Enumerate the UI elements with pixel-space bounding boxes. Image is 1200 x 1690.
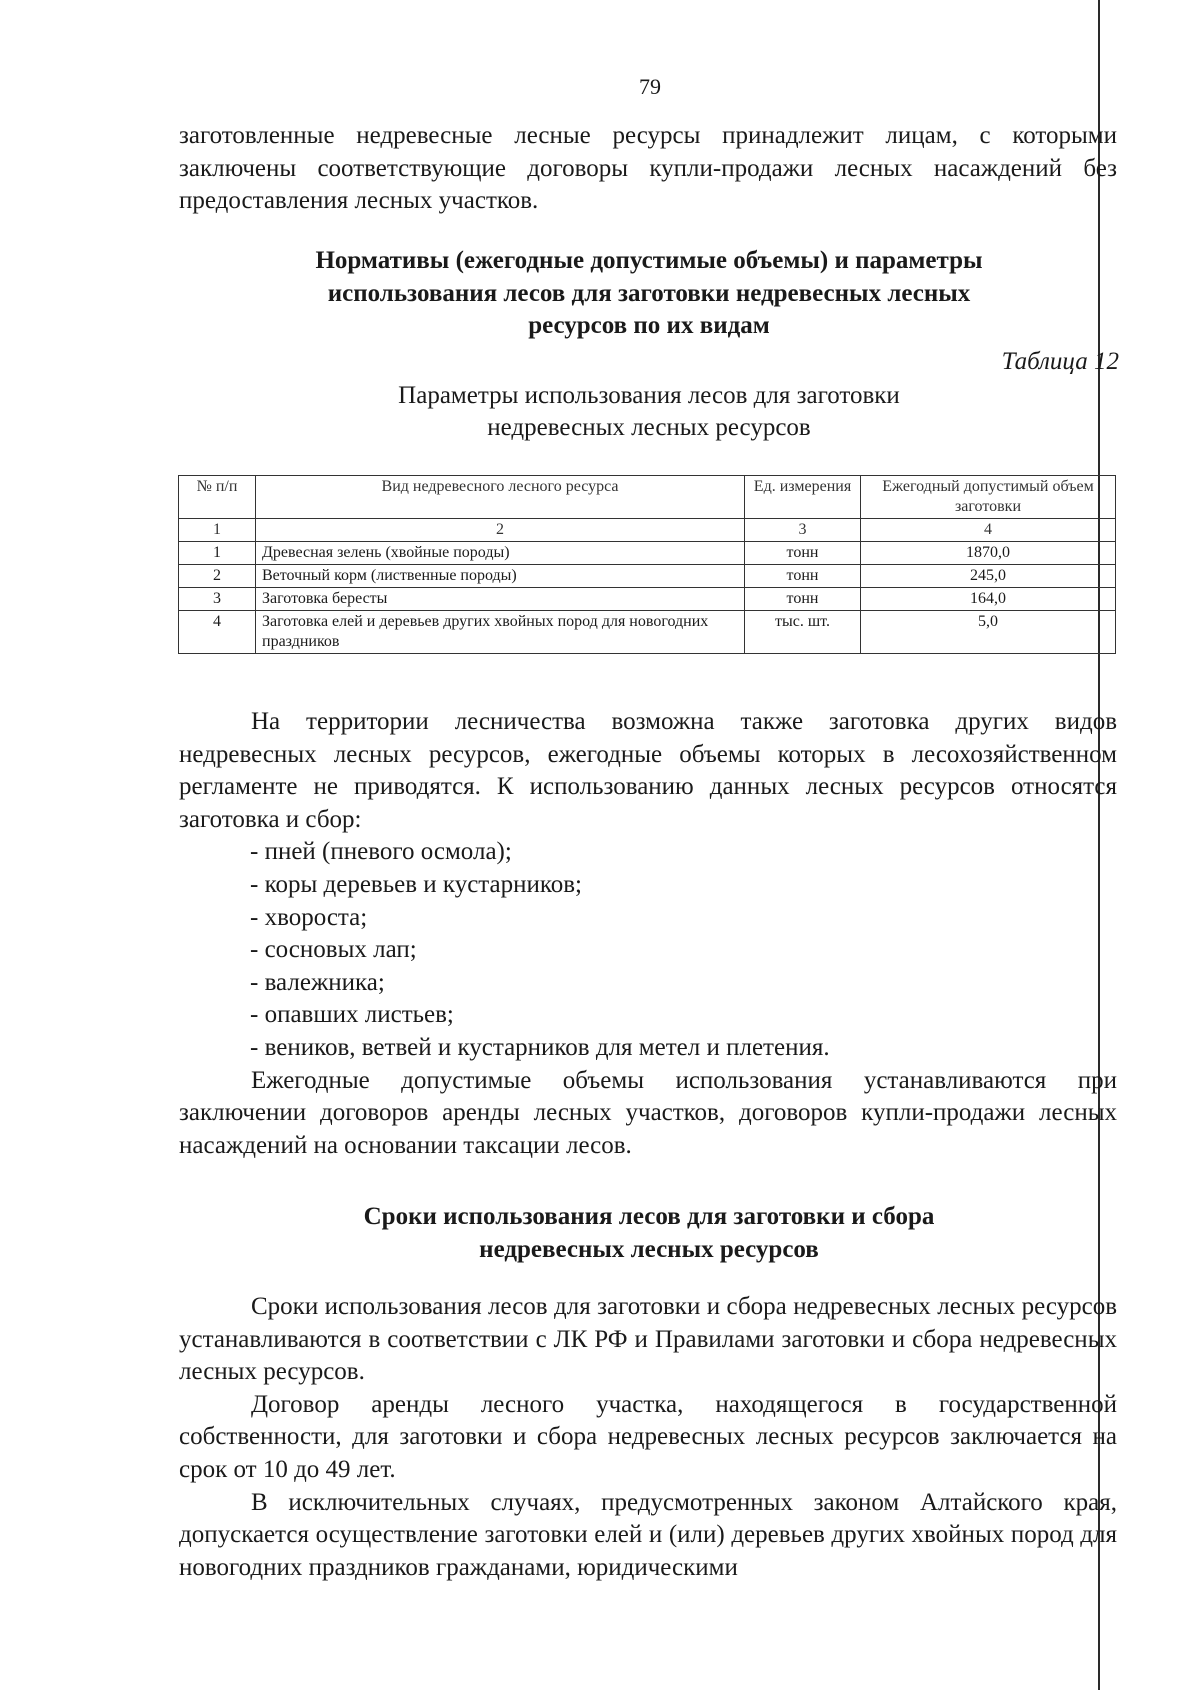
resource-name: Древесная зелень (хвойные породы)	[256, 542, 745, 565]
caption-line: Параметры использования лесов для заготовки	[398, 382, 900, 409]
annual-volume: 164,0	[861, 588, 1116, 611]
header-cell: № п/п	[179, 476, 256, 519]
table-caption	[180, 380, 1118, 444]
table-row	[179, 611, 1116, 654]
heading-line: недревесных лесных ресурсов	[479, 1235, 819, 1263]
heading-line: Сроки использования лесов для заготовки и сбора	[363, 1203, 935, 1230]
unit: тонн	[745, 565, 861, 588]
resources-table	[178, 475, 1116, 654]
row-number: 3	[179, 588, 256, 611]
list-item: - опавших листьев;	[250, 999, 1117, 1032]
header-cell: Вид недревесного лесного ресурса	[256, 476, 745, 519]
body-section-2	[179, 1291, 1117, 1584]
unit: тыс. шт.	[745, 611, 861, 654]
row-number: 1	[179, 542, 256, 565]
list-item: - сосновых лап;	[250, 934, 1117, 967]
list-item: - пней (пневого осмола);	[250, 836, 1117, 869]
heading-line: использования лесов для заготовки недревесных лесных	[327, 279, 971, 307]
list-item: - веников, ветвей и кустарников для метел и плетения.	[250, 1032, 1117, 1065]
column-number: 1	[179, 519, 256, 542]
heading-line: Нормативы (ежегодные допустимые объемы) и параметры	[315, 247, 983, 274]
unit: тонн	[745, 588, 861, 611]
table-column-numbers-row	[179, 519, 1116, 542]
table-row	[179, 588, 1116, 611]
row-number: 2	[179, 565, 256, 588]
page-number: 79	[639, 74, 661, 99]
paragraph-exceptional: В исключительных случаях, предусмотренных законом Алтайского края, допускается осуществление заготовки елей и (или) деревьев других хвойных пород для новогодних праздников гражданами, юридическими	[179, 1488, 1117, 1581]
heading-terms	[180, 1201, 1118, 1266]
annual-volume: 5,0	[861, 611, 1116, 654]
table-row	[179, 542, 1116, 565]
heading-line: ресурсов по их видам	[528, 312, 770, 340]
caption-line: недревесных лесных ресурсов	[487, 414, 811, 441]
annual-volume: 245,0	[861, 565, 1116, 588]
paragraph-terms: Сроки использования лесов для заготовки и сбора недревесных лесных ресурсов устанавливаются в соответствии с ЛК РФ и Правилами заготовки и сбора недревесных лесных ресурсов.	[179, 1293, 1117, 1386]
column-number: 4	[861, 519, 1116, 542]
row-number: 4	[179, 611, 256, 654]
table-row	[179, 565, 1116, 588]
paragraph-territory: На территории лесничества возможна также заготовка других видов недревесных лесных ресурсов, ежегодные объемы которых в лесохозяйственном регламенте не приводятся. К использованию данных лесных ресурсов относятся заготовка и сбор:	[179, 708, 1117, 833]
list-item: - коры деревьев и кустарников;	[250, 869, 1117, 902]
heading-norms	[180, 245, 1118, 343]
column-number: 2	[256, 519, 745, 542]
unit: тонн	[745, 542, 861, 565]
resource-name: Заготовка бересты	[256, 588, 745, 611]
resource-name: Веточный корм (лиственные породы)	[256, 565, 745, 588]
paragraph-text: заготовленные недревесные лесные ресурсы принадлежит лицам, с которыми заключены соответствующие договоры купли-продажи лесных насаждений без предоставления лесных участков.	[179, 122, 1117, 215]
header-cell: Ежегодный допустимый объем заготовки	[861, 476, 1116, 519]
column-number: 3	[745, 519, 861, 542]
resource-list	[179, 836, 1117, 1064]
table-header-row	[179, 476, 1116, 519]
list-item: - валежника;	[250, 967, 1117, 1000]
table-label: Таблица 12	[1001, 348, 1119, 375]
annual-volume: 1870,0	[861, 542, 1116, 565]
paragraph-volumes: Ежегодные допустимые объемы использования устанавливаются при заключении договоров аренды лесных участков, договоров купли-продажи лесных насаждений на основании таксации лесов.	[179, 1066, 1117, 1159]
resource-name: Заготовка елей и деревьев других хвойных пород для новогодних праздников	[256, 611, 745, 654]
header-cell: Ед. измерения	[745, 476, 861, 519]
list-item: - хвороста;	[250, 902, 1117, 935]
paragraph-top	[179, 120, 1117, 218]
paragraph-lease: Договор аренды лесного участка, находящегося в государственной собственности, для заготовки и сбора недревесных лесных ресурсов заключается на срок от 10 до 49 лет.	[179, 1390, 1117, 1483]
body-section-1	[179, 706, 1117, 1162]
